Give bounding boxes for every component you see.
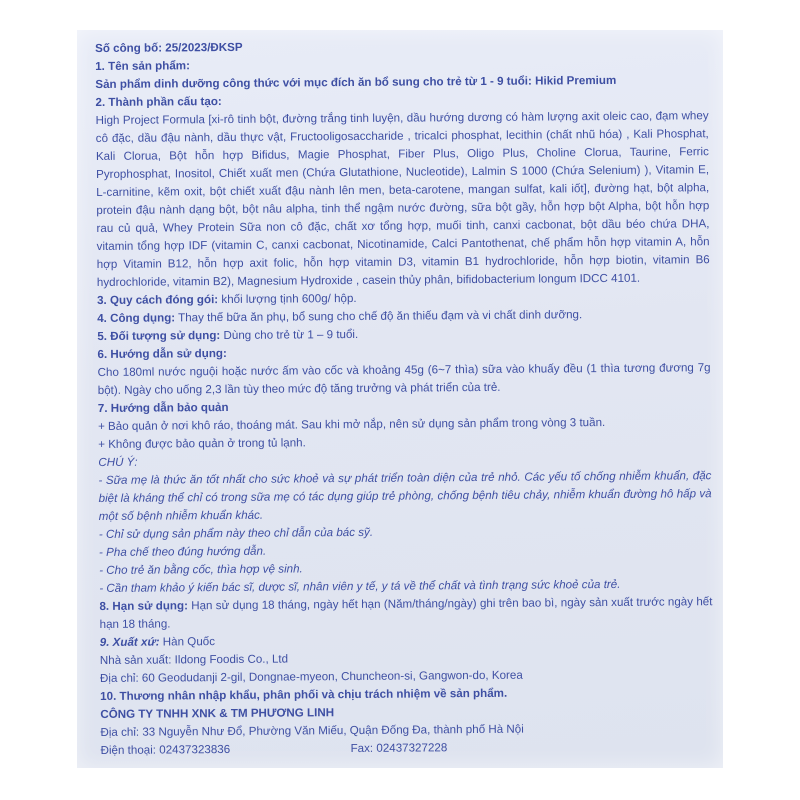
line-rest: - Sữa mẹ là thức ăn tốt nhất cho sức khoẻ và sự phát triển toàn diện của trẻ nhỏ. Các yếu tố chống nhiễm khuẩn, đặc biệt là kháng thể chỉ có trong sữa mẹ có tác dụng giúp trẻ phòng, chống bệnh tiêu chảy, nhiễm khuẩn đường hô hấp và một số bệnh nhiễm khuẩn khác. [98, 469, 712, 523]
line-head: 9. Xuất xứ: [99, 635, 160, 649]
line-rest: - Cần tham khảo ý kiến bác sĩ, dược sĩ, nhân viên y tế, y tá về thể chất và tình trạng sức khoẻ của trẻ. [99, 577, 621, 595]
doc-line [96, 107, 710, 292]
line-head: 1. Tên sản phẩm: [95, 59, 190, 73]
line-rest: High Project Formula [xi-rô tinh bột, đường trắng tinh luyện, dầu hướng dương có hàm lượng axit oleic cao, đạm whey cô đặc, dầu đậu nành, dầu thực vật, Fructooligosaccharide , tricalci phosphat, lecithin (chất nhũ hóa) , Kali Phosphat, Kali Clorua, Bột hỗn hợp Bifidus, Magie Phosphat, Fiber Plus, Oligo Plus, Choline Clorua, Taurine, Ferric Pyrophosphat, Inositol, Chiết xuất men (Chứa Glutathione, Nucleotide), Lalmin S 1000 (Chứa Selenium) ), Vitamin E, L-carnitine, kẽm oxit, bột chiết xuất đậu nành lên men, beta-carotene, mangan sulfat, kali iốt], đường hạt, bột alpha, protein đậu nành dạng bột, bột nâu alpha, tinh thể ngậm nước đường, sữa bột gầy, hỗn hợp bột Alpha, bột hỗn hợp rau củ quả, Whey Protein Sữa non cô đặc, chất xơ tổng hợp, muối tinh, canxi cacbonat, bột dầu béo chứa DHA, vitamin tổng hợp IDF (vitamin C, canxi cacbonat, Nicotinamide, Calci Pantothenat, chế phẩm hỗn hợp vitamin A, hỗn hợp Vitamin B12, hỗn hợp axit folic, hỗn hợp vitamin D3, vitamin B1 hydrochloride, hỗn hợp biotin, vitamin B6 hydrochloride, vitamin B2), Magnesium Hydroxide , casein thủy phân, bifidobacterium longum IDCC 4101. [95, 109, 710, 289]
line-rest: Hạn sử dụng 18 tháng, ngày hết hạn (Năm/tháng/ngày) ghi trên bao bì, ngày sản xuất trước ngày hết hạn 18 tháng. [99, 595, 713, 631]
line-rest: khối lượng tịnh 600g/ hộp. [218, 291, 357, 307]
line-rest: - Pha chế theo đúng hướng dẫn. [98, 544, 267, 559]
line-rest: Địa chỉ: 60 Geodudanji 2-gil, Dongnae-myeon, Chuncheon-si, Gangwon-do, Korea [99, 668, 523, 685]
fax-number: Fax: 02437327228 [350, 741, 448, 756]
doc-line [99, 593, 712, 634]
label-content [95, 35, 714, 760]
line-head: 2. Thành phần cấu tạo: [95, 95, 222, 109]
line-head: 8. Hạn sử dụng: [99, 599, 188, 613]
line-head: 3. Quy cách đóng gói: [96, 293, 219, 307]
line-head: Sản phẩm dinh dưỡng công thức với mục đích ăn bổ sung cho trẻ từ 1 - 9 tuổi: Hikid Premium [95, 73, 617, 91]
line-rest: Nhà sản xuất: Ildong Foodis Co., Ltd [99, 652, 289, 667]
doc-line [98, 359, 711, 400]
line-rest: Dùng cho trẻ từ 1 – 9 tuổi. [220, 327, 359, 343]
line-rest: Cho 180ml nước nguội hoặc nước ấm vào cốc và khoảng 45g (6~7 thìa) sữa vào khuấy đều (1 thìa tương đương 7g bột). Ngày cho uống 2,3 lần tùy theo mức độ tăng trưởng và phát triển của trẻ. [97, 361, 711, 397]
phone-number: Điện thoại: 02437323836 [100, 742, 231, 757]
line-head: Số công bố: 25/2023/ĐKSP [95, 40, 243, 55]
line-head: CÔNG TY TNHH XNK & TM PHƯƠNG LINH [100, 706, 335, 721]
line-rest: CHÚ Ý: [98, 455, 138, 469]
line-rest: - Chỉ sử dụng sản phẩm này theo chỉ dẫn của bác sỹ. [98, 525, 374, 541]
line-head: 7. Hướng dẫn bảo quản [97, 400, 229, 415]
line-rest: Hàn Quốc [159, 635, 216, 649]
line-rest: + Không được bảo quản ở trong tủ lạnh. [98, 436, 306, 451]
line-head: 10. Thương nhân nhập khẩu, phân phối và chịu trách nhiệm về sản phẩm. [100, 686, 508, 703]
line-rest: - Cho trẻ ăn bằng cốc, thìa hợp vệ sinh. [99, 562, 303, 577]
line-head: 4. Công dụng: [97, 311, 176, 325]
line-rest: Thay thế bữa ăn phụ, bổ sung cho chế độ ăn thiếu đạm và vi chất dinh dưỡng. [175, 308, 583, 325]
doc-lines [95, 35, 713, 742]
line-head: 6. Hướng dẫn sử dụng: [97, 346, 227, 361]
line-rest: + Bảo quản ở nơi khô ráo, thoáng mát. Sau khi mở nắp, nên sử dụng sản phẩm trong vòng 3 tuần. [97, 416, 606, 433]
line-head: 5. Đối tượng sử dụng: [97, 329, 221, 343]
line-rest: Địa chỉ: 33 Nguyễn Như Đổ, Phường Văn Miếu, Quận Đống Đa, thành phố Hà Nội [100, 722, 524, 739]
doc-line [98, 467, 711, 526]
contact-row [101, 737, 714, 760]
product-label [77, 30, 723, 768]
